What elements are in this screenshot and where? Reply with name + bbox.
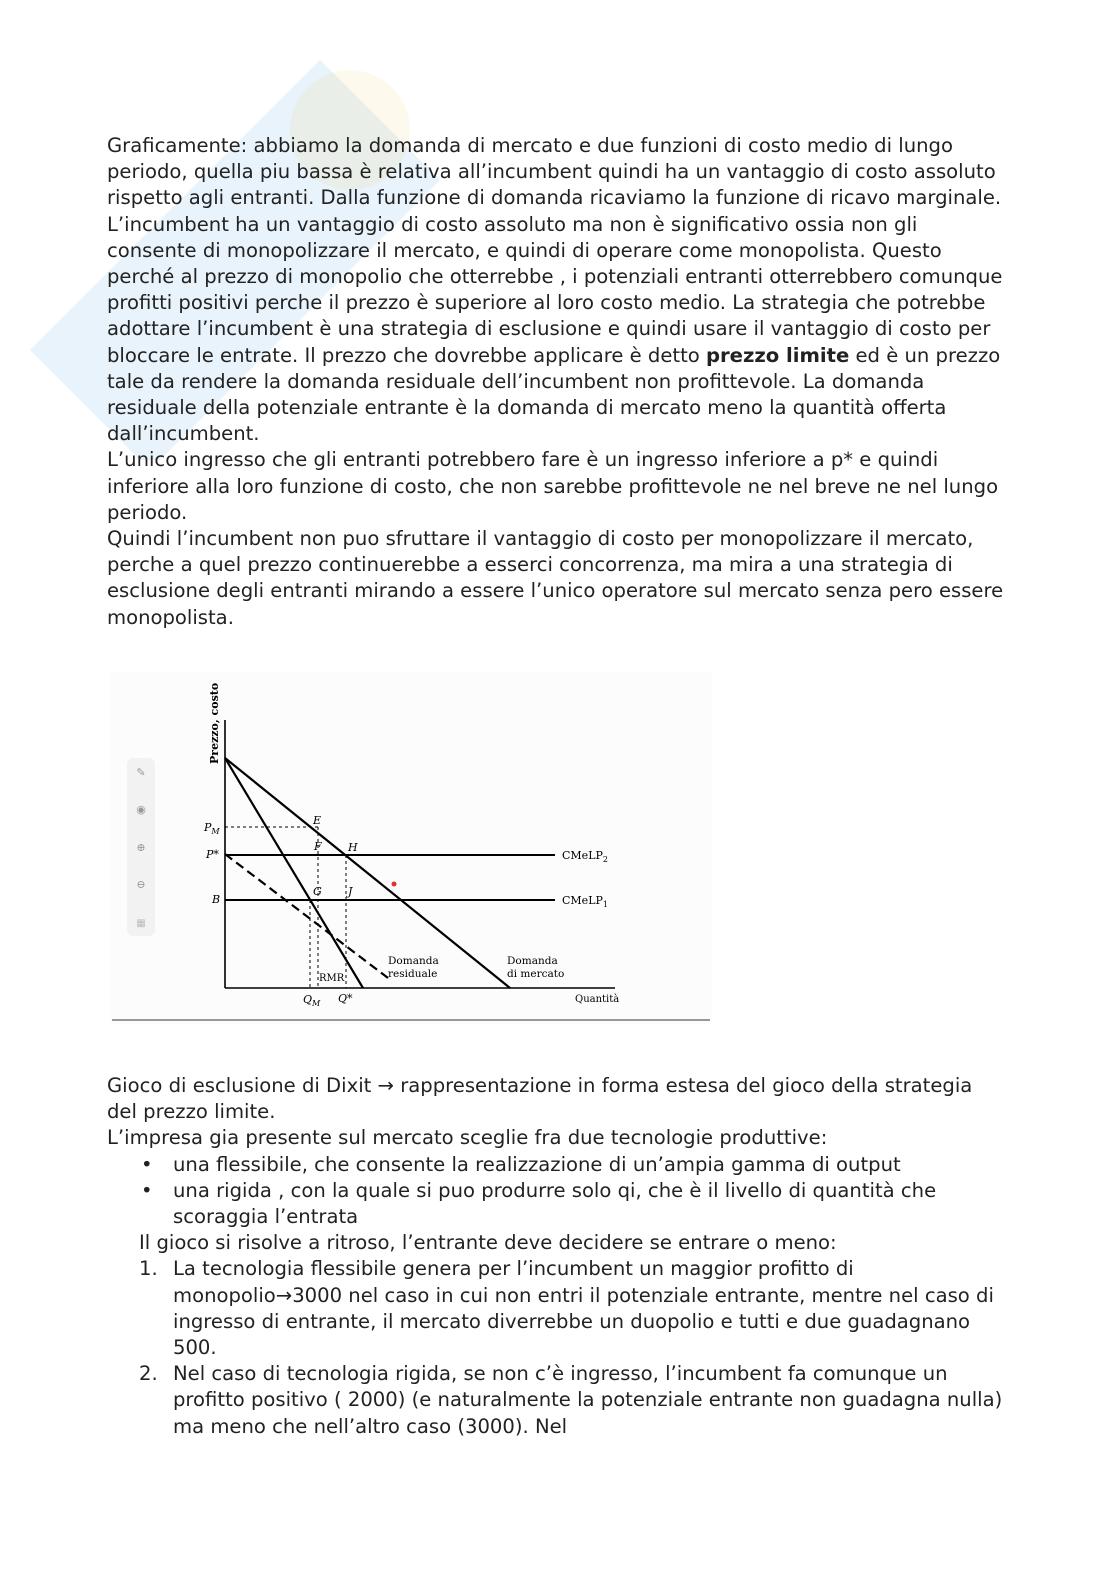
- label-domanda-mercato-2: di mercato: [507, 968, 565, 980]
- label-cmelp1: CMeLP$_1$: [562, 894, 608, 909]
- pen-icon[interactable]: ✎: [136, 766, 146, 779]
- intro-paragraph-2: L’unico ingresso che gli entranti potrebbero fare è un ingresso inferiore a p* e quindi inferiore alla loro funzione di costo, che non sarebbe profittevole ne nel breve ne nel lungo periodo.: [107, 448, 999, 524]
- label-rmr: RMR: [319, 973, 345, 984]
- dixit-intro: L’impresa gia presente sul mercato sceglie fra due tecnologie produttive:: [107, 1126, 828, 1150]
- steps-list: [107, 1256, 1007, 1439]
- list-item: [107, 1361, 1007, 1440]
- tick-qstar: Q*: [338, 992, 353, 1005]
- step-number: 1.: [139, 1257, 158, 1281]
- dixit-section: [107, 1073, 1007, 1440]
- list-item: [107, 1178, 1007, 1230]
- dixit-title-a: Gioco di esclusione di Dixit: [107, 1074, 378, 1097]
- tick-pstar: P*: [206, 848, 219, 861]
- point-e: E: [313, 814, 322, 827]
- label-domanda-mercato-1: Domanda: [507, 955, 558, 967]
- prezzo-limite-term: prezzo limite: [705, 343, 850, 367]
- list-item: [107, 1152, 1007, 1178]
- dixit-title: [107, 1073, 1007, 1125]
- technology-list: [107, 1152, 1007, 1231]
- point-f: F: [314, 840, 322, 853]
- dixit-lead: Il gioco si risolve a ritroso, l’entrante deve decidere se entrare o meno:: [139, 1231, 837, 1255]
- zoom-in-icon[interactable]: ⊕: [136, 841, 146, 854]
- intro-p1-b: ed è un prezzo tale da rendere la domanda residuale dell’incumbent non profittevole. La domanda residuale della potenziale entrante è la domanda di mercato meno la quantità offerta dall’incumbent.: [107, 343, 1001, 446]
- arrow-icon: →: [377, 1074, 394, 1097]
- y-axis-label: Prezzo, costo: [208, 682, 221, 764]
- step2-text: Nel caso di tecnologia rigida, se non c’è ingresso, l’incumbent fa comunque un profitto positivo ( 2000) (e naturalmente la potenziale entrante non guadagna nulla) ma meno che nell’altro caso (3000). Nel: [173, 1362, 1003, 1438]
- dixit-title-b: rappresentazione in forma estesa del gioco della strategia del prezzo limite.: [107, 1074, 973, 1124]
- intro-text: [107, 133, 1007, 631]
- viewer-toolbar: [127, 758, 155, 936]
- step1-text-b: 3000 nel caso in cui non entri il potenziale entrante, mentre nel caso di ingresso di entrante, il mercato diverrebbe un duopolio e tutti e due guadagnano 500.: [173, 1283, 994, 1360]
- tick-qm: $Q_M$: [303, 993, 321, 1008]
- bullet-text-flessibile: una flessibile, che consente la realizzazione di un’ampia gamma di output: [173, 1152, 901, 1176]
- point-g: G: [313, 885, 322, 898]
- tick-pm: $P_M$: [204, 821, 220, 836]
- tick-b: B: [212, 893, 221, 906]
- list-item: [107, 1256, 1007, 1361]
- intro-paragraph-1: [107, 133, 1007, 447]
- point-j: J: [348, 885, 353, 898]
- x-axis-label: Quantità: [575, 994, 620, 1005]
- intro-paragraph-3: Quindi l’incumbent non puo sfruttare il vantaggio di costo per monopolizzare il mercato, perche a quel prezzo continuerebbe a esserci concorrenza, ma mira a una strategia di esclusione degli entranti mirando a essere l’unico operatore sul mercato senza pero essere monopolista.: [107, 527, 1004, 629]
- bullet-icon: •: [141, 1178, 153, 1202]
- limit-price-figure: [110, 672, 712, 1024]
- label-domanda-residuale-1: Domanda: [388, 955, 439, 967]
- arrow-icon: →: [275, 1283, 293, 1307]
- zoom-out-icon[interactable]: ⊖: [136, 878, 146, 891]
- grid-icon[interactable]: ▦: [136, 918, 146, 929]
- cursor-dot: [392, 882, 397, 887]
- step-number: 2.: [139, 1362, 158, 1386]
- limit-price-chart: [110, 672, 712, 1024]
- intro-p1-a: Graficamente: abbiamo la domanda di mercato e due funzioni di costo medio di lungo periodo, quella piu bassa è relativa all’incumbent quindi ha un vantaggio di costo assoluto rispetto agli entranti. Dalla funzione di domanda ricaviamo la funzione di ricavo marginale. L’incumbent ha un vantaggio di costo assoluto ma non è significativo ossia non gli consente di monopolizzare il mercato, e quindi di operare come monopolista. Questo perché al prezzo di monopolio che otterrebbe , i potenziali entranti otterrebbero comunque profitti positivi perche il prezzo è superiore al loro costo medio. La strategia che potrebbe adottare l’incumbent è una strategia di esclusione e quindi usare il vantaggio di costo per bloccare le entrate. Il prezzo che dovrebbe applicare è detto: [107, 134, 1003, 367]
- broadcast-icon[interactable]: ◉: [136, 803, 146, 816]
- step1-text-a: La tecnologia flessibile genera per l’incumbent un maggior profitto di monopolio: [173, 1257, 854, 1307]
- label-domanda-residuale-2: residuale: [388, 968, 438, 980]
- bullet-icon: •: [141, 1152, 153, 1176]
- point-h: H: [348, 841, 358, 854]
- label-cmelp2: CMeLP$_2$: [562, 849, 608, 864]
- bullet-text-rigida: una rigida , con la quale si puo produrre solo qi, che è il livello di quantità che scoraggia l’entrata: [173, 1178, 937, 1229]
